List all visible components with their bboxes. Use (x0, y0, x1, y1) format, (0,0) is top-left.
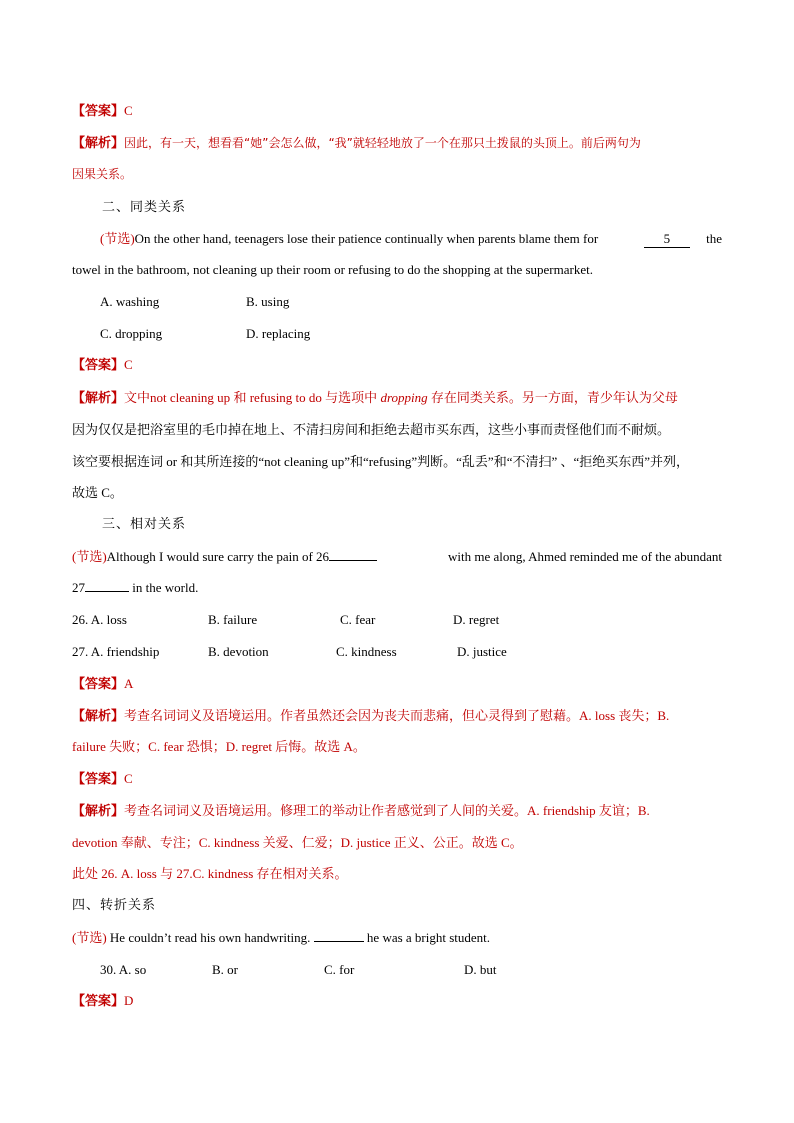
analysis-text: 与选项中 (325, 390, 378, 405)
section-heading-4: 四、转折关系 (72, 898, 157, 913)
question-text-end: the (706, 231, 722, 246)
option-30-d: D. but (464, 962, 497, 977)
option-c: C. dropping (100, 326, 163, 341)
question-text: Although I would sure carry the pain of 26 (106, 549, 330, 564)
answer-blank (85, 591, 129, 592)
question-text-end: he was a bright student. (366, 930, 491, 945)
option-30-b: B. or (212, 962, 238, 977)
question-line-3 (72, 549, 722, 565)
analysis-tag: 【解析】 (72, 390, 125, 405)
answer-line-4 (72, 771, 133, 787)
analysis-line-10: devotion 奉献、专注；C. kindness 关爱、仁爱；D. justice 正义、公正。故选 C。 (72, 835, 523, 850)
question-line-1 (100, 231, 722, 248)
analysis-line-9 (72, 803, 650, 819)
option-a: A. washing (100, 294, 160, 309)
source-tag: (节选) (72, 930, 107, 945)
analysis-text: 文中 (124, 390, 151, 405)
source-tag: (节选) (100, 231, 135, 246)
analysis-line-2: 因果关系。 (72, 167, 133, 181)
analysis-line-1 (72, 135, 641, 152)
answer-line-1 (72, 103, 133, 119)
analysis-line-4: 因为仅仅是把浴室里的毛巾掉在地上、不清扫房间和拒绝去超市买东西，这些小事而责怪他们而不耐烦。 (72, 422, 671, 437)
answer-tag: 【答案】 (72, 357, 125, 372)
option-27-b: B. devotion (208, 644, 269, 659)
analysis-line-6: 故选 C。 (72, 485, 123, 500)
answer-tag: 【答案】 (72, 103, 125, 118)
analysis-text: 考查名词词义及语境运用。修理工的举动让作者感觉到了人间的关爱。A. friendship 友谊；B. (124, 803, 650, 818)
question-text: 27 (72, 580, 85, 595)
answer-value: C (124, 771, 133, 786)
analysis-text: refusing to do (249, 390, 322, 405)
question-text-end: with me along, Ahmed reminded me of the abundant (447, 549, 722, 564)
analysis-line-7 (72, 708, 669, 724)
answer-tag: 【答案】 (72, 771, 125, 786)
option-27-d: D. justice (457, 644, 507, 659)
answer-blank (314, 941, 364, 942)
option-27-c: C. kindness (336, 644, 397, 659)
analysis-line-8: failure 失败；C. fear 恐惧；D. regret 后悔。故选 A。 (72, 739, 366, 754)
answer-tag: 【答案】 (72, 676, 125, 691)
section-heading-2: 二、同类关系 (102, 200, 187, 215)
analysis-italic: dropping (380, 390, 428, 405)
option-26-d: D. regret (453, 612, 500, 627)
option-26-c: C. fear (340, 612, 376, 627)
analysis-tag: 【解析】 (72, 708, 125, 723)
analysis-line-5: 该空要根据连词 or 和其所连接的“not cleaning up”和“refusing”判断。“乱丢”和“不清扫” 、“拒绝买东西”并列， (72, 454, 690, 469)
question-line-5 (72, 930, 490, 946)
question-line-4 (72, 580, 198, 596)
question-text: He couldn’t read his own handwriting. (109, 930, 311, 945)
option-30-a: 30. A. so (100, 962, 147, 977)
question-line-2: towel in the bathroom, not cleaning up their room or refusing to do the shopping at the supermarket. (72, 262, 593, 277)
analysis-tag: 【解析】 (72, 136, 125, 151)
option-26-a: 26. A. loss (72, 612, 127, 627)
source-tag: (节选) (72, 549, 107, 564)
answer-blank: 5 (644, 231, 690, 248)
question-text-end: in the world. (132, 580, 199, 595)
answer-line-3 (72, 676, 133, 692)
option-27-a: 27. A. friendship (72, 644, 160, 659)
answer-value: C (124, 103, 133, 118)
relation-note: 此处 26. A. loss 与 27.C. kindness 存在相对关系。 (72, 866, 348, 881)
answer-tag: 【答案】 (72, 993, 125, 1008)
section-heading-3: 三、相对关系 (102, 517, 187, 532)
option-b: B. using (246, 294, 290, 309)
answer-value: A (124, 676, 134, 691)
answer-line-5 (72, 993, 133, 1009)
analysis-text: not cleaning up (150, 390, 231, 405)
answer-value: D (124, 993, 134, 1008)
answer-line-2 (72, 357, 133, 373)
analysis-text: 因此，有一天，想看看“她”会怎么做，“我”就轻轻地放了一个在那只土拨鼠的头顶上。前后两句为 (124, 136, 641, 150)
analysis-tag: 【解析】 (72, 803, 125, 818)
analysis-text: 考查名词词义及语境运用。作者虽然还会因为丧夫而悲痛，但心灵得到了慰藉。A. loss 丧失；B. (124, 708, 670, 723)
option-30-c: C. for (324, 962, 355, 977)
question-text: On the other hand, teenagers lose their patience continually when parents blame them for (134, 231, 599, 246)
analysis-line-3 (72, 390, 678, 406)
option-d: D. replacing (246, 326, 311, 341)
analysis-text: 存在同类关系。另一方面，青少年认为父母 (430, 390, 678, 405)
answer-blank (329, 560, 377, 561)
option-26-b: B. failure (208, 612, 258, 627)
analysis-text: 和 (233, 390, 247, 405)
answer-value: C (124, 357, 133, 372)
